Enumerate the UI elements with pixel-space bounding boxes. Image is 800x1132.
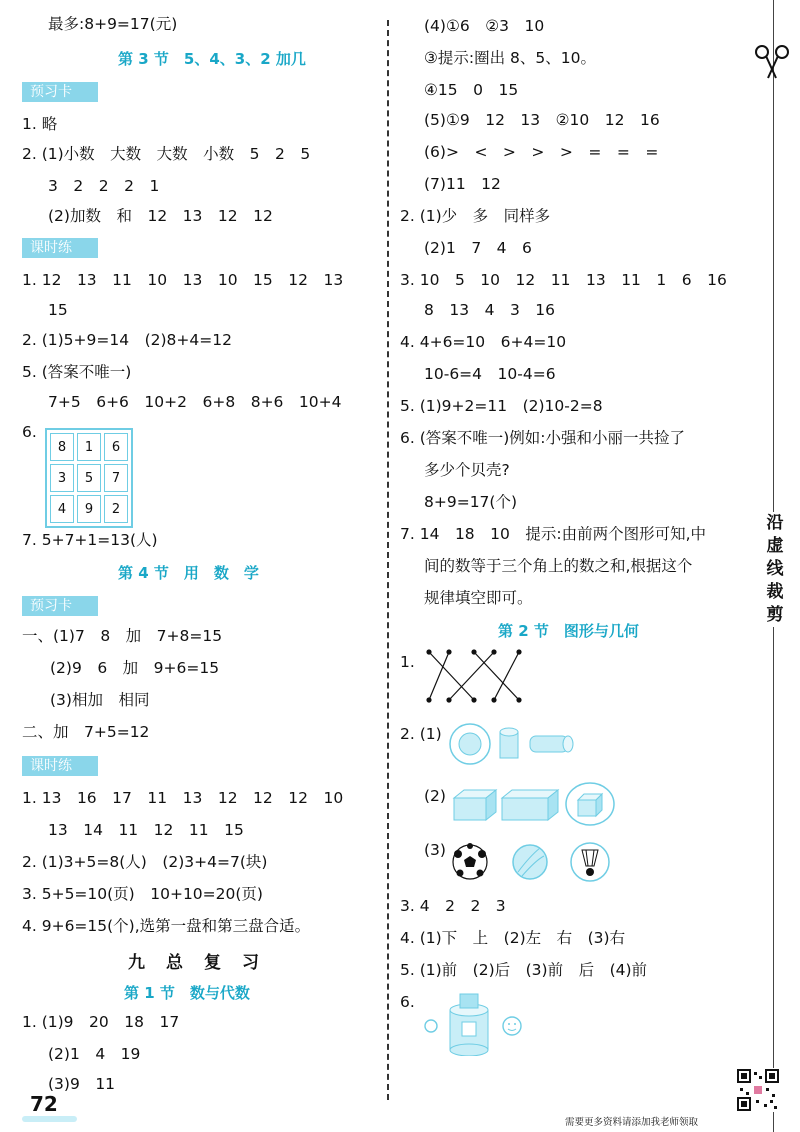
- class-practice-tag: 课时练: [22, 238, 98, 258]
- text-line: 5. (1)9+2=11 (2)10-2=8: [400, 397, 603, 415]
- text-line: 15: [48, 301, 68, 319]
- text-line: 多少个贝壳?: [424, 461, 510, 479]
- grid-cell: 2: [104, 495, 128, 523]
- text-line: (2)9 6 加 9+6=15: [50, 659, 220, 677]
- text-line: 6. (答案不唯一)例如:小强和小丽一共捡了: [400, 429, 686, 447]
- text-line: 4. 4+6=10 6+4=10: [400, 333, 567, 351]
- page-number-bar: [22, 1116, 77, 1122]
- text-line: 最多:8+9=17(元): [48, 15, 178, 33]
- text-line: 8+9=17(个): [424, 493, 518, 511]
- text-line: 2. (1)少 多 同样多: [400, 207, 551, 225]
- text-line: 2. (1)小数 大数 大数 小数 5 2 5: [22, 145, 311, 163]
- text-line: 5. (1)前 (2)后 (3)前 后 (4)前: [400, 961, 648, 979]
- page-number: 72: [30, 1092, 58, 1116]
- text-line: 2. (1)3+5=8(人) (2)3+4=7(块): [22, 853, 268, 871]
- text-line: 3. 10 5 10 12 11 13 11 1 6 16: [400, 271, 727, 289]
- grid-cell: 4: [50, 495, 74, 523]
- text-line: 2. (1)5+9=14 (2)8+4=12: [22, 331, 232, 349]
- text-line: (6)> < > > > = = =: [424, 143, 659, 161]
- dot-matching-figure: [424, 648, 534, 708]
- text-line: 1.: [400, 653, 415, 671]
- column-divider: [387, 20, 389, 1100]
- footer-note: 需要更多资料请添加我老师领取: [565, 1117, 699, 1128]
- text-line: 4. 9+6=15(个),选第一盘和第三盘合适。: [22, 917, 311, 935]
- solids-figure-2: [450, 780, 620, 830]
- grid-cell: 3: [50, 464, 74, 492]
- cut-instruction: 沿虚线裁剪: [760, 512, 790, 627]
- text-line: 2. (1): [400, 725, 442, 743]
- text-line: (2)加数 和 12 13 12 12: [48, 207, 273, 225]
- qr-code: [736, 1068, 780, 1112]
- text-line: 7. 14 18 10 提示:由前两个图形可知,中: [400, 525, 707, 543]
- text-line: (5)①9 12 13 ②10 12 16: [424, 111, 660, 129]
- text-line: (2)1 4 19: [48, 1045, 141, 1063]
- text-line: 3. 5+5=10(页) 10+10=20(页): [22, 885, 263, 903]
- text-line: 4. (1)下 上 (2)左 右 (3)右: [400, 929, 626, 947]
- text-line: 1. 略: [22, 115, 58, 133]
- text-line: (2): [424, 787, 446, 805]
- grid-cell: 8: [50, 433, 74, 461]
- text-line: 3 2 2 2 1: [48, 177, 160, 195]
- text-line: (4)①6 ②3 10: [424, 17, 545, 35]
- section-heading: 第 1 节 数与代数: [124, 984, 250, 1002]
- text-line: 间的数等于三个角上的数之和,根据这个: [424, 557, 693, 575]
- text-line: 13 14 11 12 11 15: [48, 821, 244, 839]
- text-line: (3): [424, 841, 446, 859]
- chapter-title: 九 总 复 习: [128, 953, 261, 973]
- text-line: 1. (1)9 20 18 17: [22, 1013, 180, 1031]
- class-practice-tag: 课时练: [22, 756, 98, 776]
- section-heading: 第 3 节 5、4、3、2 加几: [118, 50, 306, 68]
- solids-figure-3: [452, 836, 612, 886]
- grid-cell: 5: [77, 464, 101, 492]
- text-line: 1. 12 13 11 10 13 10 15 12 13: [22, 271, 344, 289]
- solids-figure-1: [448, 720, 578, 770]
- scissors-icon: [752, 40, 792, 80]
- text-line: 6.: [400, 993, 415, 1011]
- text-line: (7)11 12: [424, 175, 501, 193]
- text-line: 1. 13 16 17 11 13 12 12 12 10: [22, 789, 344, 807]
- grid-cell: 1: [77, 433, 101, 461]
- text-line: (3)相加 相同: [50, 691, 150, 709]
- text-line: 7+5 6+6 10+2 6+8 8+6 10+4: [48, 393, 342, 411]
- text-line: 7. 5+7+1=13(人): [22, 531, 158, 549]
- section-heading: 第 2 节 图形与几何: [498, 622, 639, 640]
- grid-cell: 9: [77, 495, 101, 523]
- text-line: 5. (答案不唯一): [22, 363, 132, 381]
- position-figure: [422, 990, 532, 1056]
- preview-card-tag: 预习卡: [22, 82, 98, 102]
- grid-cell: 7: [104, 464, 128, 492]
- text-line: 10-6=4 10-4=6: [424, 365, 556, 383]
- magic-square-grid: [45, 428, 133, 528]
- section-heading: 第 4 节 用 数 学: [118, 564, 259, 582]
- text-line: (3)9 11: [48, 1075, 116, 1093]
- grid-cell: 6: [104, 433, 128, 461]
- text-line: 一、(1)7 8 加 7+8=15: [22, 627, 223, 645]
- text-line: 6.: [22, 423, 37, 441]
- text-line: 3. 4 2 2 3: [400, 897, 506, 915]
- text-line: 规律填空即可。: [424, 589, 533, 607]
- text-line: (2)1 7 4 6: [424, 239, 532, 257]
- preview-card-tag: 预习卡: [22, 596, 98, 616]
- text-line: ③提示:圈出 8、5、10。: [424, 49, 596, 67]
- text-line: 8 13 4 3 16: [424, 301, 556, 319]
- text-line: 二、加 7+5=12: [22, 723, 150, 741]
- text-line: ④15 0 15: [424, 81, 519, 99]
